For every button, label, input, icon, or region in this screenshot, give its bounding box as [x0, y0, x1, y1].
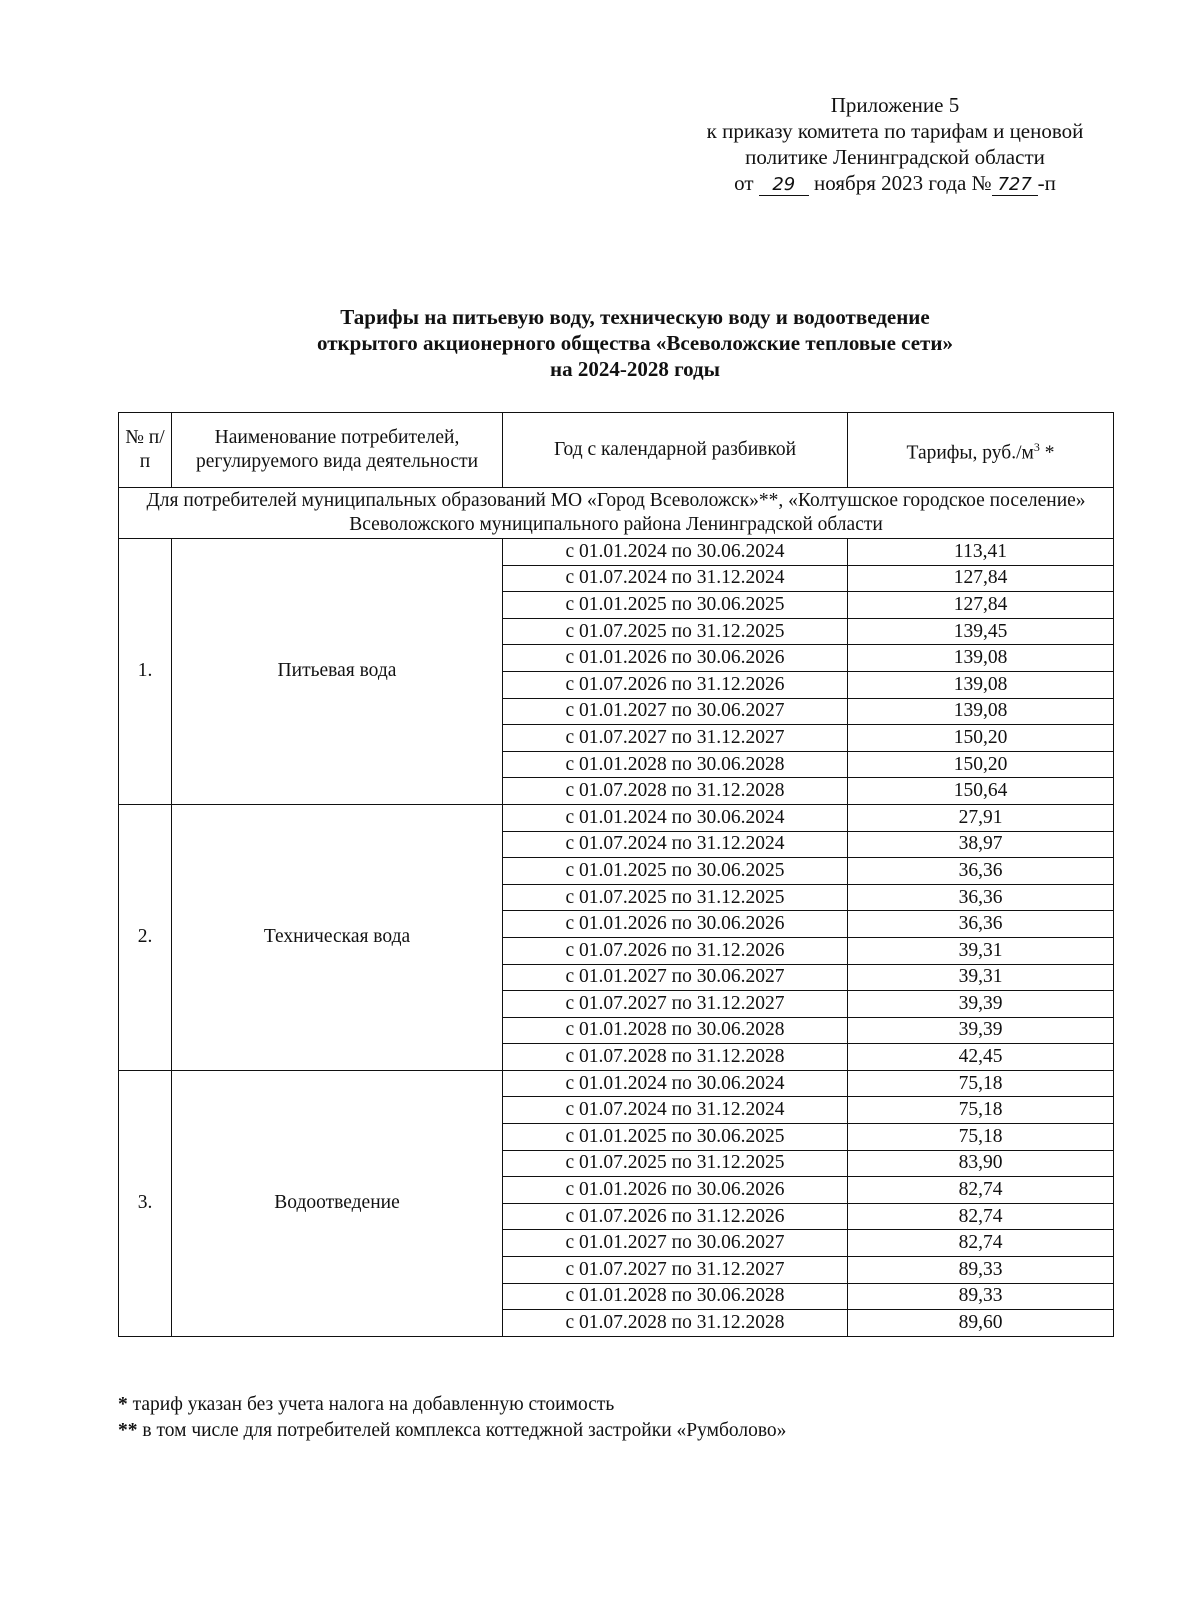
tariff-cell: 82,74 [848, 1177, 1114, 1204]
table-row [119, 539, 1114, 566]
period-cell: с 01.07.2028 по 31.12.2028 [503, 1310, 848, 1337]
appendix-line-2: к приказу комитета по тарифам и ценовой [706, 119, 1084, 143]
period-cell: с 01.01.2024 по 30.06.2024 [503, 804, 848, 831]
period-cell: с 01.01.2027 по 30.06.2027 [503, 1230, 848, 1257]
period-cell: с 01.07.2024 по 31.12.2024 [503, 565, 848, 592]
period-cell: с 01.01.2028 по 30.06.2028 [503, 1017, 848, 1044]
period-cell: с 01.07.2025 по 31.12.2025 [503, 1150, 848, 1177]
tariff-cell: 75,18 [848, 1124, 1114, 1151]
period-cell: с 01.07.2026 по 31.12.2026 [503, 1203, 848, 1230]
period-cell: с 01.01.2024 по 30.06.2024 [503, 1070, 848, 1097]
handwritten-order-number: 727 [992, 175, 1038, 196]
tariff-cell: 150,20 [848, 751, 1114, 778]
appendix-suffix: -п [1037, 171, 1056, 195]
tariffs-table-body [119, 413, 1114, 1337]
period-cell: с 01.01.2027 по 30.06.2027 [503, 964, 848, 991]
row-number: 3. [119, 1070, 172, 1336]
period-cell: с 01.07.2024 по 31.12.2024 [503, 831, 848, 858]
tariff-cell: 39,31 [848, 937, 1114, 964]
service-name: Питьевая вода [172, 539, 503, 805]
appendix-month-year: ноября 2023 года № [814, 171, 992, 195]
period-cell: с 01.01.2025 по 30.06.2025 [503, 592, 848, 619]
appendix-line-3: политике Ленинградской области [745, 145, 1045, 169]
table-row [119, 804, 1114, 831]
tariff-cell: 36,36 [848, 884, 1114, 911]
tariff-cell: 89,33 [848, 1257, 1114, 1284]
title-line-1: Тарифы на питьевую воду, техническую воду и водоотведение [340, 305, 930, 329]
period-cell: с 01.01.2027 по 30.06.2027 [503, 698, 848, 725]
tariff-cell: 36,36 [848, 858, 1114, 885]
period-cell: с 01.01.2028 по 30.06.2028 [503, 1283, 848, 1310]
tariff-cell: 127,84 [848, 565, 1114, 592]
tariff-cell: 139,08 [848, 671, 1114, 698]
handwritten-day: 29 [759, 175, 809, 196]
footnote-2-mark: ** [118, 1420, 138, 1441]
service-name: Техническая вода [172, 804, 503, 1070]
period-cell: с 01.07.2027 по 31.12.2027 [503, 725, 848, 752]
period-cell: с 01.07.2026 по 31.12.2026 [503, 671, 848, 698]
tariff-cell: 113,41 [848, 539, 1114, 566]
header-tariff [848, 413, 1114, 488]
footnote-2-text: в том числе для потребителей комплекса коттеджной застройки «Румболово» [137, 1420, 787, 1441]
tariff-cell: 139,45 [848, 618, 1114, 645]
consumer-group-row [119, 488, 1114, 539]
appendix-from-label: от [734, 171, 754, 195]
period-cell: с 01.01.2026 по 30.06.2026 [503, 911, 848, 938]
tariff-cell: 75,18 [848, 1097, 1114, 1124]
tariff-cell: 83,90 [848, 1150, 1114, 1177]
footnote-1-text: тариф указан без учета налога на добавленную стоимость [127, 1394, 615, 1415]
appendix-header [640, 92, 1150, 196]
header-tariff-mark: * [1039, 442, 1055, 464]
tariff-cell: 39,39 [848, 1017, 1114, 1044]
document-title [0, 304, 1200, 382]
tariff-cell: 89,60 [848, 1310, 1114, 1337]
footnote-1 [118, 1392, 1118, 1418]
tariff-cell: 38,97 [848, 831, 1114, 858]
period-cell: с 01.07.2028 по 31.12.2028 [503, 1044, 848, 1071]
table-row [119, 1070, 1114, 1097]
tariff-cell: 42,45 [848, 1044, 1114, 1071]
row-number: 2. [119, 804, 172, 1070]
appendix-line-1: Приложение 5 [830, 93, 960, 117]
tariff-cell: 36,36 [848, 911, 1114, 938]
period-cell: с 01.07.2027 по 31.12.2027 [503, 1257, 848, 1284]
tariff-cell: 127,84 [848, 592, 1114, 619]
period-cell: с 01.01.2026 по 30.06.2026 [503, 1177, 848, 1204]
period-cell: с 01.07.2028 по 31.12.2028 [503, 778, 848, 805]
footnotes [118, 1392, 1118, 1444]
header-num: № п/п [119, 413, 172, 488]
footnote-1-mark: * [118, 1394, 128, 1415]
period-cell: с 01.01.2025 по 30.06.2025 [503, 858, 848, 885]
tariff-cell: 82,74 [848, 1203, 1114, 1230]
footnote-2 [118, 1418, 1118, 1444]
tariff-cell: 75,18 [848, 1070, 1114, 1097]
tariff-cell: 39,31 [848, 964, 1114, 991]
service-name: Водоотведение [172, 1070, 503, 1336]
period-cell: с 01.07.2024 по 31.12.2024 [503, 1097, 848, 1124]
period-cell: с 01.07.2025 по 31.12.2025 [503, 884, 848, 911]
tariff-cell: 139,08 [848, 698, 1114, 725]
row-number: 1. [119, 539, 172, 805]
period-cell: с 01.01.2026 по 30.06.2026 [503, 645, 848, 672]
period-cell: с 01.07.2026 по 31.12.2026 [503, 937, 848, 964]
tariff-cell: 139,08 [848, 645, 1114, 672]
tariff-cell: 82,74 [848, 1230, 1114, 1257]
period-cell: с 01.01.2024 по 30.06.2024 [503, 539, 848, 566]
tariff-cell: 27,91 [848, 804, 1114, 831]
tariff-cell: 39,39 [848, 991, 1114, 1018]
header-name: Наименование потребителей, регулируемого вида деятельности [172, 413, 503, 488]
tariffs-table [118, 412, 1114, 1337]
title-line-3: на 2024-2028 годы [549, 357, 721, 381]
consumer-group-text: Для потребителей муниципальных образований МО «Город Всеволожск»**, «Колтушское городское поселение» Всеволожского муниципального района Ленинградской области [119, 488, 1114, 539]
period-cell: с 01.07.2027 по 31.12.2027 [503, 991, 848, 1018]
period-cell: с 01.07.2025 по 31.12.2025 [503, 618, 848, 645]
tariff-cell: 150,64 [848, 778, 1114, 805]
tariff-cell: 89,33 [848, 1283, 1114, 1310]
header-period: Год с календарной разбивкой [503, 413, 848, 488]
period-cell: с 01.01.2025 по 30.06.2025 [503, 1124, 848, 1151]
title-line-2: открытого акционерного общества «Всеволожские тепловые сети» [317, 331, 953, 355]
appendix-line-4 [640, 170, 1150, 196]
period-cell: с 01.01.2028 по 30.06.2028 [503, 751, 848, 778]
header-tariff-label: Тарифы, руб./м [906, 442, 1034, 464]
tariff-cell: 150,20 [848, 725, 1114, 752]
header-tariff-sup: 3 [1033, 439, 1040, 454]
table-header-row [119, 413, 1114, 488]
